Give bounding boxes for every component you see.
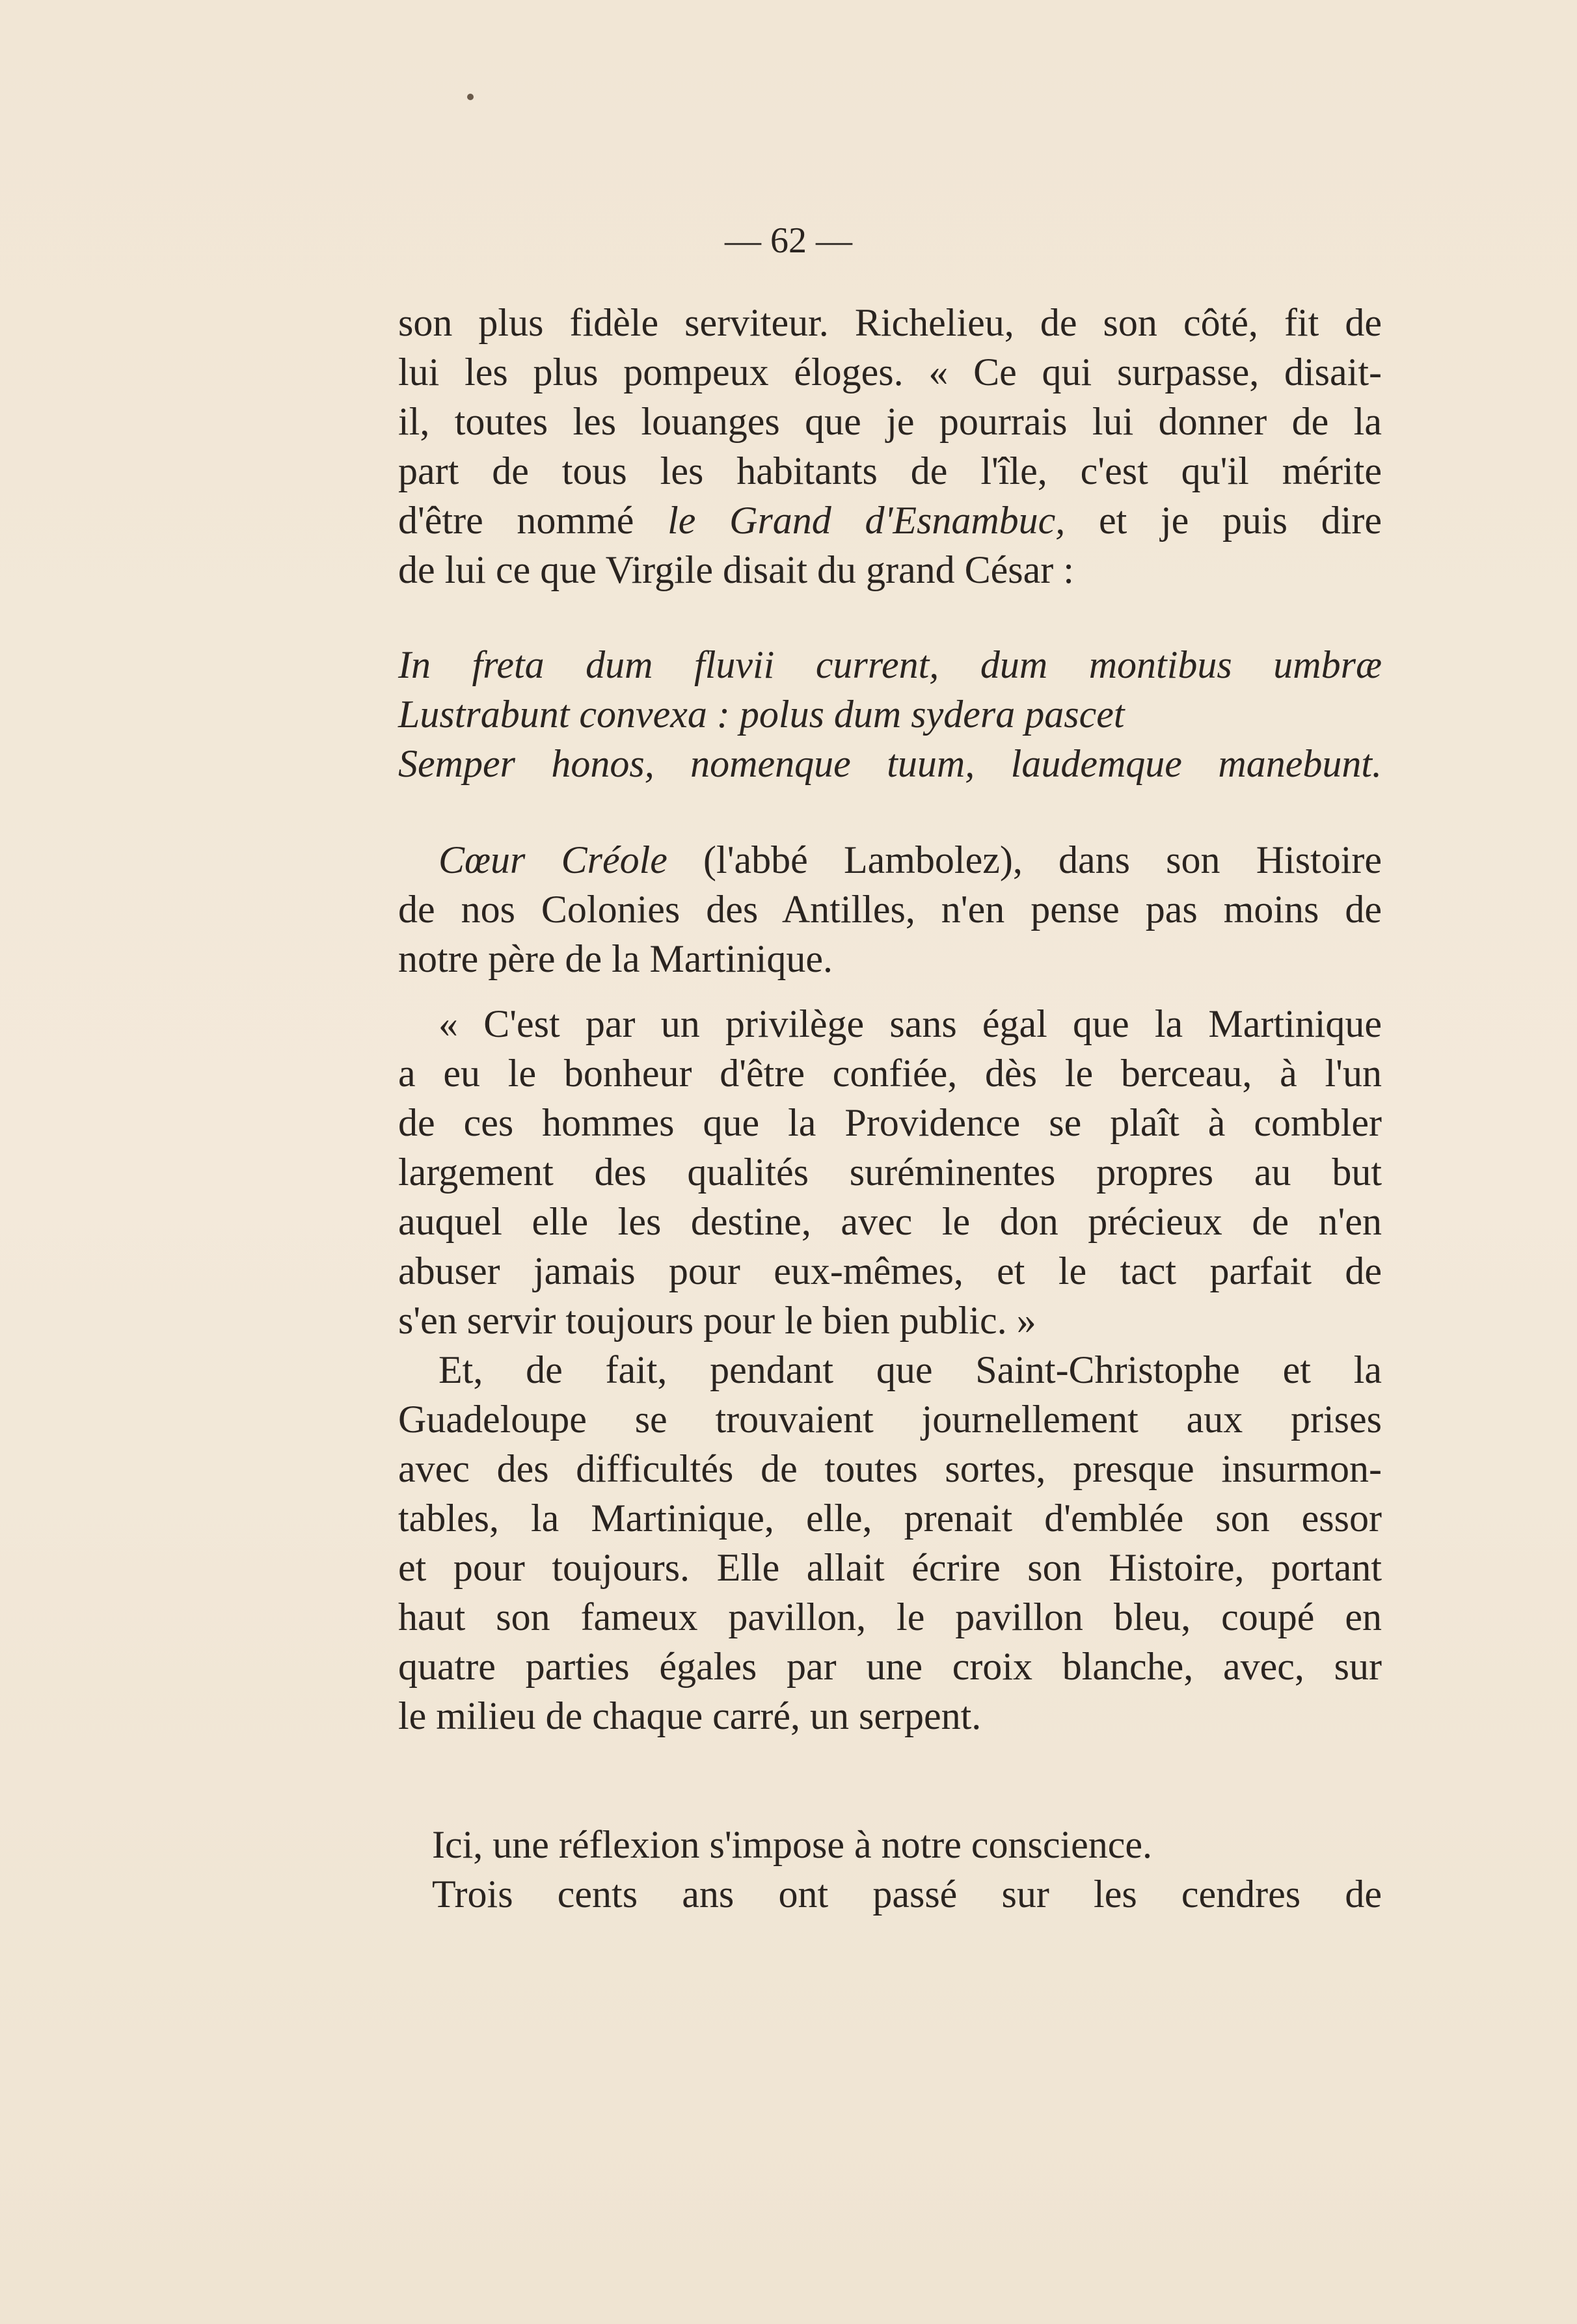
text-line: de lui ce que Virgile disait du grand César :: [398, 548, 1074, 591]
text-line: Ici, une réflexion s'impose à notre conscience.: [432, 1823, 1153, 1866]
text-line: Et, de fait, pendant que Saint-Christophe et la: [438, 1348, 1382, 1391]
text-line: Trois cents ans ont passé sur les cendres de: [432, 1873, 1382, 1916]
verse-line: Lustrabunt convexa : polus dum sydera pascet: [398, 693, 1125, 736]
text-line: il, toutes les louanges que je pourrais lui donner de la: [398, 400, 1382, 443]
text-line: tables, la Martinique, elle, prenait d'emblée son essor: [398, 1497, 1382, 1540]
verse-line: Semper honos, nomenque tuum, laudemque manebunt.: [398, 742, 1382, 785]
text-line: notre père de la Martinique.: [398, 937, 833, 980]
text-line: [438, 835, 1382, 885]
text-line: son plus fidèle serviteur. Richelieu, de son côté, fit de: [398, 301, 1382, 344]
text-line: avec des difficultés de toutes sortes, presque insurmon-: [398, 1447, 1382, 1490]
text-line: le milieu de chaque carré, un serpent.: [398, 1694, 982, 1737]
page-number: — 62 —: [725, 220, 852, 261]
text-line: de ces hommes que la Providence se plaît à combler: [398, 1101, 1382, 1144]
ink-speck: [467, 94, 474, 100]
text-fragment: (l'abbé Lambolez), dans son Histoire: [667, 838, 1382, 881]
text-line: lui les plus pompeux éloges. « Ce qui surpasse, disait-: [398, 351, 1382, 394]
text-line: « C'est par un privilège sans égal que la Martinique: [438, 1002, 1382, 1045]
text-line: a eu le bonheur d'être confiée, dès le berceau, à l'un: [398, 1052, 1382, 1095]
text-fragment: d'être nommé: [398, 499, 668, 542]
italic-name: le Grand d'Esnambuc,: [667, 499, 1066, 542]
italic-name: Cœur Créole: [438, 838, 667, 881]
text-line: s'en servir toujours pour le bien public. »: [398, 1299, 1036, 1342]
text-line: et pour toujours. Elle allait écrire son Histoire, portant: [398, 1546, 1382, 1589]
text-line: auquel elle les destine, avec le don précieux de n'en: [398, 1200, 1382, 1243]
text-line: de nos Colonies des Antilles, n'en pense pas moins de: [398, 888, 1382, 931]
text-line: part de tous les habitants de l'île, c'est qu'il mérite: [398, 449, 1382, 492]
text-line: [398, 496, 1382, 545]
text-line: abuser jamais pour eux-mêmes, et le tact parfait de: [398, 1249, 1382, 1292]
text-fragment: et je puis dire: [1065, 499, 1382, 542]
text-line: Guadeloupe se trouvaient journellement aux prises: [398, 1398, 1382, 1441]
text-line: haut son fameux pavillon, le pavillon bleu, coupé en: [398, 1596, 1382, 1638]
verse-line: In freta dum fluvii current, dum montibus umbræ: [398, 643, 1382, 686]
text-line: largement des qualités suréminentes propres au but: [398, 1151, 1382, 1194]
text-line: quatre parties égales par une croix blanche, avec, sur: [398, 1645, 1382, 1688]
